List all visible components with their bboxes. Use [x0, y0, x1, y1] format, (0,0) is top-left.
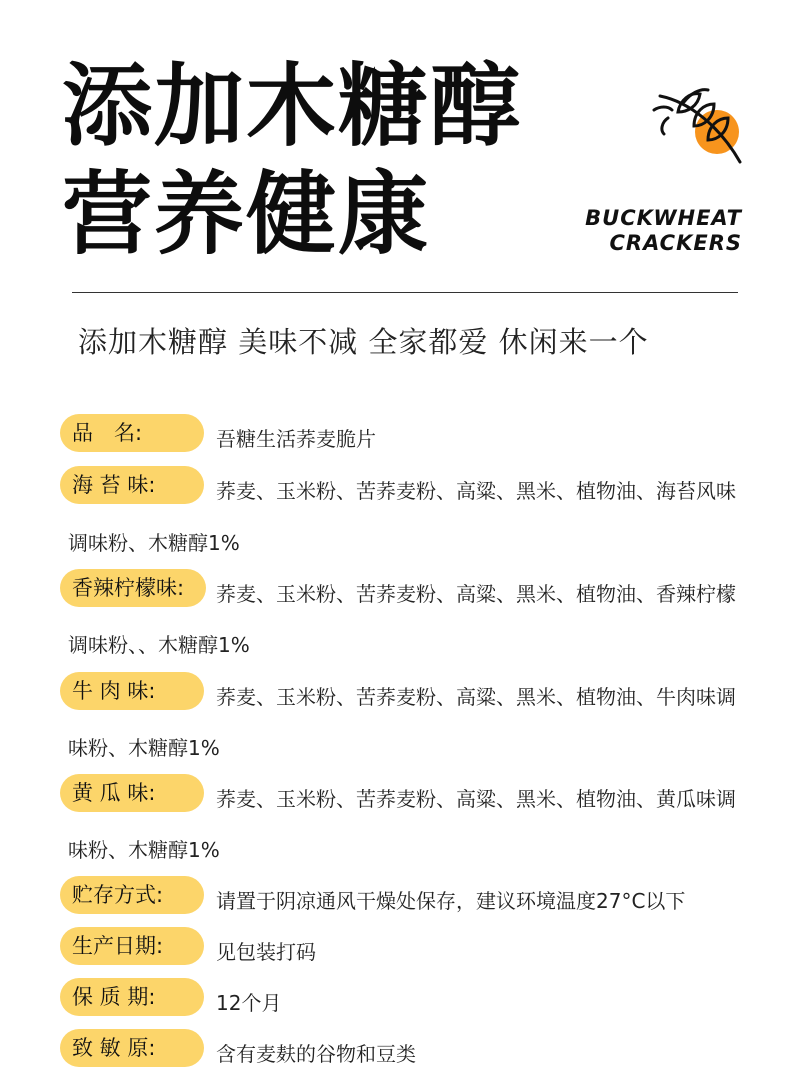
spec-value: 请置于阴凉通风干燥处保存，建议环境温度27°C以下 — [216, 889, 686, 913]
spec-value: 见包装打码 — [216, 940, 316, 964]
subtitle: 添加木糖醇 美味不减 全家都爱 休闲来一个 — [78, 325, 649, 359]
headline-line-1: 添加木糖醇 — [62, 54, 522, 159]
spec-label: 黄 瓜 味: — [60, 774, 204, 812]
spec-label: 品 名: — [60, 414, 204, 452]
spec-label: 生产日期: — [60, 927, 204, 965]
headline-line-2: 营养健康 — [62, 162, 430, 267]
spec-label: 牛 肉 味: — [60, 672, 204, 710]
spec-value: 含有麦麸的谷物和豆类 — [216, 1042, 416, 1066]
wheat-icon — [650, 82, 750, 167]
spec-value: 荞麦、玉米粉、苦荞麦粉、高粱、黑米、植物油、香辣柠檬 — [216, 582, 736, 606]
spec-value: 荞麦、玉米粉、苦荞麦粉、高粱、黑米、植物油、黄瓜味调 — [216, 787, 736, 811]
spec-value: 吾糖生活荞麦脆片 — [216, 427, 376, 451]
spec-label: 海 苔 味: — [60, 466, 204, 504]
spec-label: 致 敏 原: — [60, 1029, 204, 1067]
brand-name — [585, 206, 742, 256]
spec-value-continued: 味粉、木糖醇1% — [68, 736, 220, 760]
spec-label: 贮存方式: — [60, 876, 204, 914]
spec-value-continued: 调味粉、、木糖醇1% — [68, 633, 250, 657]
spec-value-continued: 味粉、木糖醇1% — [68, 838, 220, 862]
divider — [72, 292, 738, 293]
spec-value: 荞麦、玉米粉、苦荞麦粉、高粱、黑米、植物油、牛肉味调 — [216, 685, 736, 709]
spec-label: 保 质 期: — [60, 978, 204, 1016]
brand-line-2: CRACKERS — [609, 231, 742, 255]
brand-line-1: BUCKWHEAT — [585, 206, 742, 230]
spec-label: 香辣柠檬味: — [60, 569, 206, 607]
spec-value-continued: 调味粉、木糖醇1% — [68, 531, 240, 555]
spec-value: 荞麦、玉米粉、苦荞麦粉、高粱、黑米、植物油、海苔风味 — [216, 479, 736, 503]
spec-value: 12个月 — [216, 991, 282, 1015]
